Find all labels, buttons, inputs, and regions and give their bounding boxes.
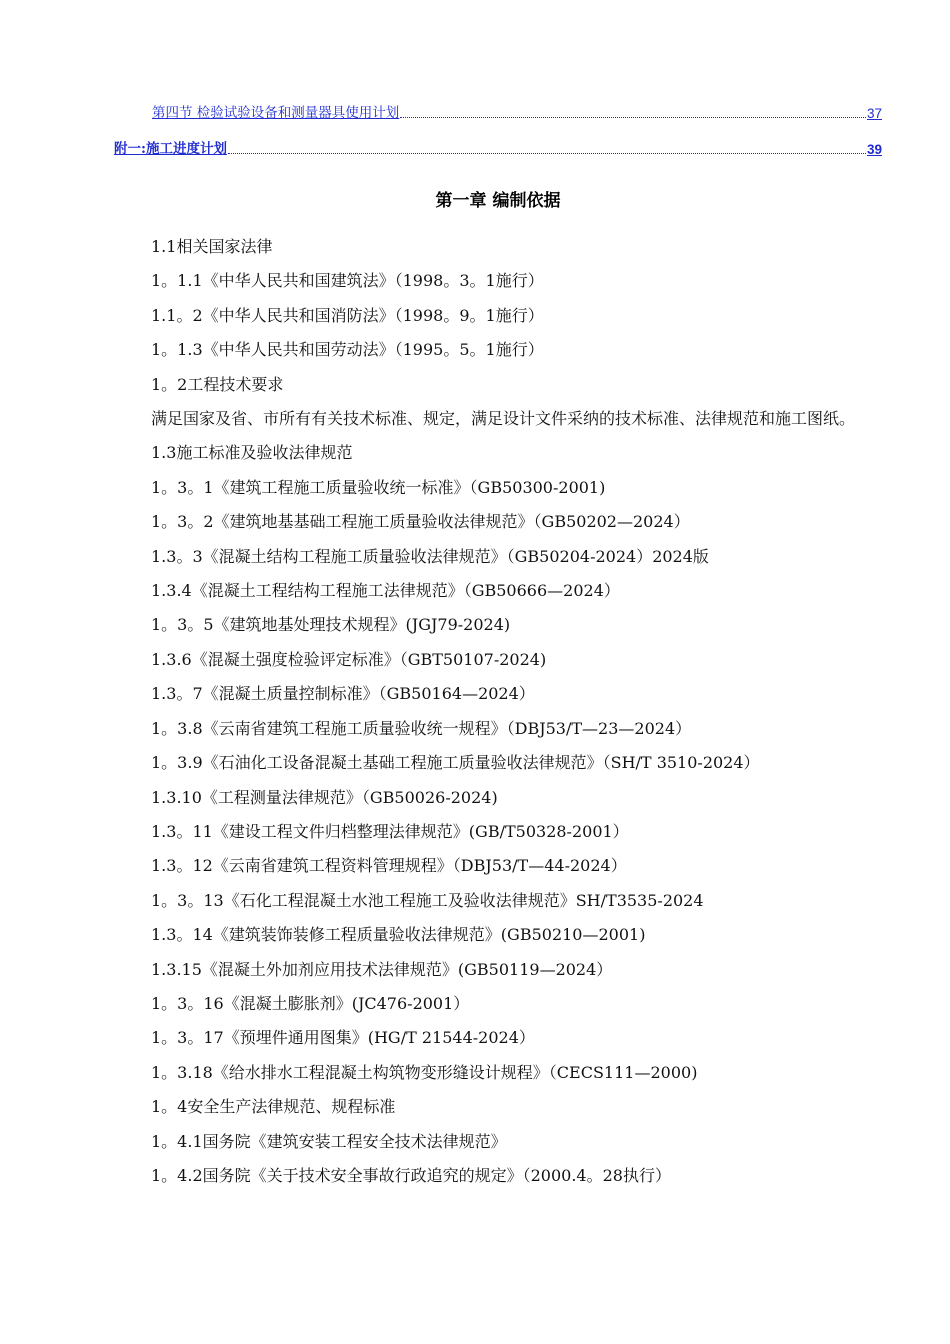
list-item: 1.1。2《中华人民共和国消防法》（1998。9。1施行） [151,305,544,325]
list-item: 1.3.10《工程测量法律规范》（GB50026-2024) [151,787,498,807]
section-heading: 1.1相关国家法律 [151,237,273,256]
body-paragraph: 满足国家及省、市所有有关技术标准、规定，满足设计文件采纳的技术标准、法律规范和施工图纸。 [151,409,856,429]
list-item: 1。3.18《给水排水工程混凝土构筑物变形缝设计规程》（CECS111—2000) [151,1062,698,1082]
list-item: 1.3。7《混凝土质量控制标准》（GB50164—2024） [151,684,535,704]
list-item: 1。4.1国务院《建筑安装工程安全技术法律规范》 [151,1131,507,1151]
toc-page-number: 37 [866,106,882,121]
list-item: 1。3。5《建筑地基处理技术规程》(JGJ79-2024) [151,615,511,635]
list-item: 1。3。1《建筑工程施工质量验收统一标准》（GB50300-2001) [151,477,606,497]
list-item: 1。3。17《预埋件通用图集》(HG/T 21544-2024） [151,1028,535,1048]
toc-entry-label: 第四节 检验试验设备和测量器具使用计划 [152,105,400,121]
toc-link-section-4[interactable] [152,101,882,121]
toc-page-number: 39 [866,142,882,157]
list-item: 1.3。14《建筑装饰装修工程质量验收法律规范》(GB50210—2001) [151,925,646,945]
chapter-title: 第一章 编制依据 [435,191,561,211]
list-item: 1.3.4《混凝土工程结构工程施工法律规范》（GB50666—2024） [151,581,620,601]
list-item: 1。3。13《石化工程混凝土水池工程施工及验收法律规范》SH/T3535-2024 [151,890,704,910]
section-heading: 1。2工程技术要求 [151,374,284,394]
section-heading: 1.3施工标准及验收法律规范 [151,443,353,463]
list-item: 1。3.8《云南省建筑工程施工质量验收统一规程》（DBJ53/T—23—2024） [151,718,692,738]
toc-link-appendix-1[interactable] [114,137,882,157]
list-item: 1.3。11《建设工程文件归档整理法律规范》(GB/T50328-2001） [151,821,629,841]
list-item: 1。1.3《中华人民共和国劳动法》（1995。5。1施行） [151,340,544,360]
list-item: 1。1.1《中华人民共和国建筑法》（1998。3。1施行） [151,271,544,291]
list-item: 1。4.2国务院《关于技术安全事故行政追究的规定》（2000.4。28执行） [151,1165,671,1185]
list-item: 1。3。16《混凝土膨胀剂》(JC476-2001） [151,993,470,1013]
list-item: 1。3。2《建筑地基基础工程施工质量验收法律规范》（GB50202—2024） [151,512,690,532]
toc-leader-dots [400,103,866,118]
list-item: 1.3.6《混凝土强度检验评定标准》（GBT50107-2024) [151,649,547,669]
list-item: 1.3.15《混凝土外加剂应用技术法律规范》(GB50119—2024） [151,959,613,979]
toc-leader-dots [228,139,866,154]
list-item: 1.3。12《云南省建筑工程资料管理规程》（DBJ53/T—44-2024） [151,856,627,876]
list-item: 1。3.9《石油化工设备混凝土基础工程施工质量验收法律规范》（SH/T 3510-2024） [151,753,760,773]
body-text [114,230,884,1193]
section-heading: 1。4安全生产法律规范、规程标准 [151,1097,396,1117]
list-item: 1.3。3《混凝土结构工程施工质量验收法律规范》（GB50204-2024）2024版 [151,546,709,566]
toc-entry-label: 附一:施工进度计划 [114,141,227,157]
